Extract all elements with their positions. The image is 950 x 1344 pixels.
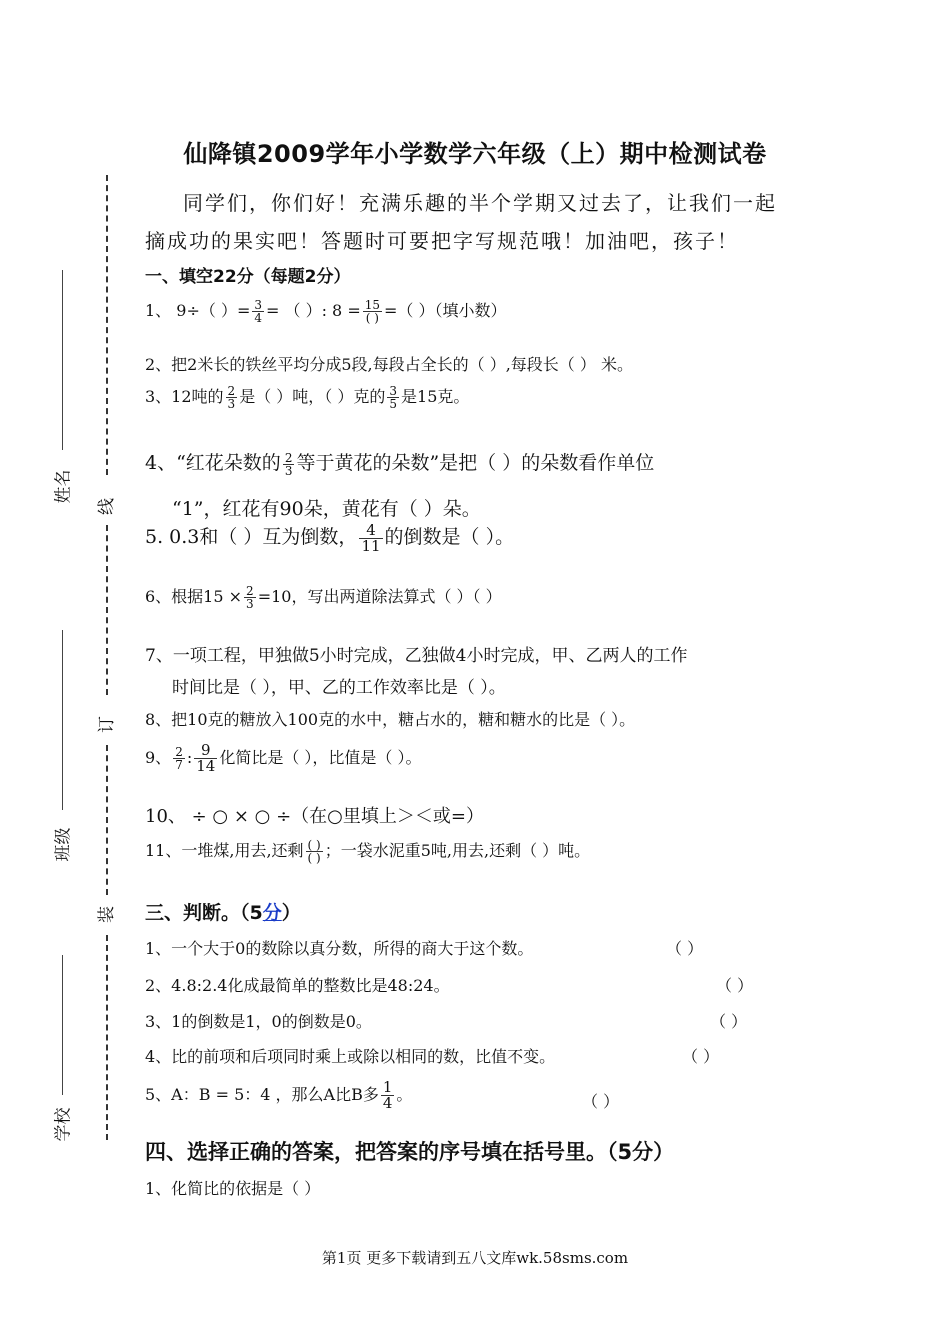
numerator: 4 <box>359 523 382 539</box>
q5-part-a: 5. 0.3和（ ）互为倒数， <box>145 526 358 548</box>
j5-part-a: 5、A：B = 5：4 ，那么A比B多 <box>145 1085 379 1104</box>
binding-dash-mid2 <box>106 745 108 895</box>
question-1-1 <box>145 298 507 324</box>
question-1-3 <box>145 384 469 410</box>
page-title: 仙降镇2009学年小学数学六年级（上）期中检测试卷 <box>183 140 767 168</box>
question-1-7: 7、一项工程，甲独做5小时完成，乙独做4小时完成，甲、乙两人的工作 <box>145 646 688 666</box>
side-xian: 线 <box>97 498 117 515</box>
question-1-4-line2: “1”，红花有90朵，黄花有（ ）朵。 <box>172 498 481 520</box>
denominator: 14 <box>196 757 216 775</box>
section3-heading-link[interactable]: 分 <box>262 902 282 924</box>
judge-paren-5: （ ） <box>582 1092 620 1111</box>
binding-dash-mid1 <box>106 525 108 695</box>
denominator: 3 <box>227 397 236 411</box>
fraction <box>173 746 185 771</box>
name-blank-line <box>62 270 63 450</box>
denominator: ( ) <box>307 851 321 865</box>
judge-paren-2: （ ） <box>716 976 754 995</box>
q9-part-a: 9、 <box>145 748 172 767</box>
section3-heading <box>145 898 301 925</box>
q6-part-b: =10，写出两道除法算式（ ）（ ） <box>257 587 502 606</box>
question-1-2: 2、把2米长的铁丝平均分成5段,每段占全长的（ ）,每段长（ ） 米。 <box>145 355 633 374</box>
fraction <box>244 585 256 610</box>
question-1-9 <box>145 743 422 774</box>
question-1-6 <box>145 584 502 610</box>
numerator: 3 <box>389 384 398 398</box>
numerator: 2 <box>246 584 254 598</box>
q3-part-a: 3、12吨的 <box>145 387 224 406</box>
school-blank-line <box>62 955 63 1095</box>
fraction <box>359 520 382 555</box>
numerator: 2 <box>175 745 183 759</box>
section4-heading: 四、选择正确的答案，把答案的序号填在括号里。（5分） <box>145 1140 675 1164</box>
binding-dash-top <box>106 175 108 475</box>
q3-part-b: 是（ ）吨，（ ）克的 <box>239 387 386 406</box>
denominator: 11 <box>361 536 381 555</box>
q5-part-b: 的倒数是（ ）。 <box>384 526 515 548</box>
numerator: 3 <box>254 298 262 312</box>
q9-colon: : <box>186 748 193 767</box>
intro-line-1: 同学们，你们好！充满乐趣的半个学期又过去了，让我们一起 <box>183 191 777 215</box>
q11-part-b: ；一袋水泥重5吨,用去,还剩（ ）吨。 <box>324 841 591 860</box>
judge-item-2: 2、4.8:2.4化成最简单的整数比是48:24。 <box>145 976 450 995</box>
question-1-11 <box>145 838 590 864</box>
fraction <box>283 452 295 477</box>
q1-part-a: 1、 9÷（ ）= <box>145 301 251 320</box>
denominator: 4 <box>254 311 262 325</box>
page-footer: 第1页 更多下载请到五八文库wk.58sms.com <box>321 1249 629 1267</box>
fraction <box>363 299 382 324</box>
question-1-4 <box>145 448 654 477</box>
judge-item-3: 3、1的倒数是1，0的倒数是0。 <box>145 1012 372 1031</box>
school-label: 学校 <box>53 1107 74 1142</box>
q3-part-c: 是15克。 <box>401 387 470 406</box>
side-ding: 订 <box>97 716 117 733</box>
q1-part-c: =（ ）（填小数） <box>384 301 507 320</box>
fraction <box>252 299 264 324</box>
denominator: 3 <box>246 597 254 611</box>
fraction <box>306 839 323 864</box>
side-zhuang: 装 <box>97 906 117 923</box>
q1-part-b: = （ ）: 8 = <box>266 301 361 320</box>
fraction <box>226 385 238 410</box>
question-1-8: 8、把10克的糖放入100克的水中，糖占水的，糖和糖水的比是（ ）。 <box>145 710 636 729</box>
denominator: 7 <box>175 758 183 772</box>
section1-heading: 一、填空22分（每题2分） <box>145 267 351 287</box>
question-1-5 <box>145 522 514 554</box>
q6-part-a: 6、根据15 × <box>145 587 243 606</box>
section3-heading-a: 三、判断。（5 <box>145 902 263 924</box>
judge-paren-4: （ ） <box>682 1047 720 1066</box>
numerator: 1 <box>382 1078 393 1096</box>
q9-part-b: 化简比是（ ），比值是（ ）。 <box>219 748 422 767</box>
numerator: 9 <box>194 743 217 759</box>
numerator: 15 <box>364 298 381 312</box>
denominator: 3 <box>284 463 293 478</box>
numerator: ( ) <box>307 838 321 852</box>
fraction <box>194 743 217 774</box>
name-label: 姓名 <box>53 469 74 504</box>
question-1-7-line2: 时间比是（ ），甲、乙的工作效率比是（ ）。 <box>172 678 506 698</box>
binding-dash-bottom <box>106 935 108 1140</box>
question-1-10: 10、 ÷ ○ × ○ ÷（在○里填上＞＜或=） <box>145 806 484 827</box>
denominator: 4 <box>382 1094 393 1112</box>
judge-paren-3: （ ） <box>710 1012 748 1031</box>
q4-part-b: 等于黄花的朵数”是把（ ）的朵数看作单位 <box>296 452 655 474</box>
judge-paren-1: （ ） <box>666 939 704 958</box>
judge-item-5 <box>145 1080 412 1111</box>
choice-item-1: 1、化简比的依据是（ ） <box>145 1179 321 1198</box>
q11-part-a: 11、一堆煤,用去,还剩 <box>145 841 304 860</box>
numerator: 2 <box>227 384 236 398</box>
fraction <box>381 1080 395 1111</box>
section3-heading-b: ） <box>281 902 301 924</box>
class-label: 班级 <box>53 827 74 862</box>
denominator: ( ) <box>365 311 379 325</box>
numerator: 2 <box>284 450 293 465</box>
class-blank-line <box>62 630 63 810</box>
j5-part-b: 。 <box>396 1085 413 1104</box>
judge-item-1: 1、一个大于0的数除以真分数，所得的商大于这个数。 <box>145 939 534 958</box>
fraction <box>387 385 399 410</box>
judge-item-4: 4、比的前项和后项同时乘上或除以相同的数，比值不变。 <box>145 1047 556 1066</box>
denominator: 5 <box>389 397 398 411</box>
intro-line-2: 摘成功的果实吧！答题时可要把字写规范哦！加油吧，孩子！ <box>145 229 739 253</box>
q4-part-a: 4、“红花朵数的 <box>145 452 281 474</box>
